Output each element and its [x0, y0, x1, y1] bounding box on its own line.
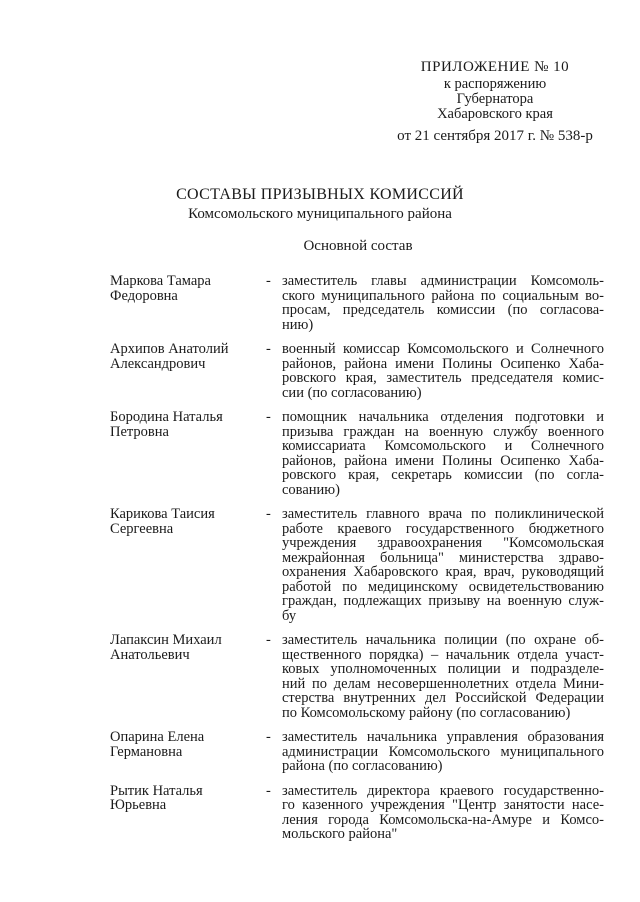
member-name-line-1: Бородина Наталья	[110, 409, 223, 425]
member-role-line: комиссариата Комсомольского и Солнечного	[282, 438, 604, 454]
members-list	[110, 274, 606, 852]
member-dash: -	[266, 341, 271, 357]
member-role-line: призыва граждан на военную службу военного	[282, 423, 604, 440]
member-role-line: заместитель директора краевого государственно-	[282, 782, 604, 799]
member-role-line: военный комиссар Комсомольского и Солнечного	[282, 341, 604, 357]
member-name-line-2: Петровна	[110, 423, 169, 440]
member-role-line: администрации Комсомольского муниципального	[282, 743, 604, 760]
member-role	[282, 507, 604, 623]
member-role-line: граждан, подлежащих призыву на военную служ-	[282, 593, 604, 609]
member-role-line: по Комсомольскому району (по согласованию)	[282, 704, 571, 721]
member-row	[110, 784, 606, 842]
member-row	[110, 274, 606, 332]
member-name-line-1: Архипов Анатолий	[110, 341, 229, 357]
member-name-line-1: Рытик Наталья	[110, 782, 203, 799]
member-role	[282, 274, 604, 332]
appendix-line-2: Губернатора	[456, 91, 534, 107]
member-role-line: ровского края, заместитель председателя комис-	[282, 370, 604, 386]
document-title: СОСТАВЫ ПРИЗЫВНЫХ КОМИССИЙ	[176, 186, 464, 203]
member-name	[110, 410, 266, 439]
member-role-line: мольского района"	[282, 826, 398, 842]
member-role	[282, 784, 604, 842]
member-name-line-2: Анатольевич	[110, 646, 190, 663]
member-role-line: ского муниципального района по социальным во-	[282, 287, 604, 304]
member-role-line: ковых уполномоченных полиции и подразделе-	[282, 661, 604, 677]
member-name	[110, 507, 266, 536]
member-name	[110, 784, 266, 813]
member-dash: -	[266, 632, 271, 648]
appendix-date: от 21 сентября 2017 г. № 538-р	[397, 128, 593, 144]
member-role-line: заместитель начальника управления образования	[282, 729, 604, 745]
member-role-line: ления города Комсомольска-на-Амуре и Комсо-	[282, 811, 604, 828]
member-role-line: сованию)	[282, 481, 340, 498]
member-role-line: учреждения здравоохранения "Комсомольская	[282, 535, 604, 551]
member-role-line: нию)	[282, 316, 314, 333]
member-role-line: работе краевого государственного бюджетного	[282, 520, 604, 537]
member-row	[110, 410, 606, 497]
member-role-line: районов, района имени Полины Осипенко Хаба-	[282, 452, 604, 469]
member-role-line: щественного порядка) – начальник отдела участ-	[282, 646, 604, 663]
member-dash: -	[266, 273, 271, 289]
section-title: Основной состав	[303, 238, 413, 254]
member-name-line-2: Федоровна	[110, 287, 178, 304]
member-row	[110, 730, 606, 774]
member-role-line: бу	[282, 607, 297, 624]
member-role	[282, 410, 604, 497]
member-role-line: ровского края, секретарь комиссии (по согла-	[282, 467, 604, 483]
member-role-line: районов, района имени Полины Осипенко Хаба-	[282, 355, 604, 372]
member-role-line: стерства внутренних дел Российской Федерации	[282, 690, 604, 706]
member-dash: -	[266, 782, 271, 799]
member-role-line: помощник начальника отделения подготовки и	[282, 409, 604, 425]
member-role-line: просам, председатель комиссии (по согласова-	[282, 302, 604, 318]
appendix-block	[360, 60, 630, 144]
member-role	[282, 342, 604, 400]
member-name	[110, 274, 266, 303]
member-row	[110, 507, 606, 623]
member-role-line: ний по делам несовершеннолетних отдела Мини-	[282, 675, 604, 692]
member-name-line-2: Сергеевна	[110, 520, 174, 537]
member-role-line: сии (по согласованию)	[282, 384, 422, 401]
member-name-line-2: Александрович	[110, 355, 206, 372]
member-name-line-1: Лапаксин Михаил	[110, 632, 222, 648]
member-role-line: заместитель начальника полиции (по охране об-	[282, 632, 604, 648]
member-name-line-1: Опарина Елена	[110, 729, 205, 745]
member-row	[110, 633, 606, 720]
member-name	[110, 342, 266, 371]
member-name-line-2: Германовна	[110, 743, 183, 760]
member-dash: -	[266, 409, 271, 425]
member-name-line-1: Маркова Тамара	[110, 273, 211, 289]
member-name	[110, 633, 266, 662]
member-name-line-2: Юрьевна	[110, 797, 167, 813]
member-dash: -	[266, 729, 271, 745]
member-role	[282, 633, 604, 720]
appendix-line-1: к распоряжению	[443, 76, 547, 92]
member-role-line: заместитель главы администрации Комсомоль-	[282, 273, 604, 289]
member-role-line: работой по медицинскому освидетельствованию	[282, 578, 604, 595]
member-role	[282, 730, 604, 774]
member-role-line: межрайонная больница" министерства здраво-	[282, 549, 604, 566]
member-dash: -	[266, 506, 271, 522]
member-role-line: го казенного учреждения "Центр занятости насе-	[282, 797, 604, 813]
member-row	[110, 342, 606, 400]
document-subtitle: Комсомольского муниципального района	[188, 206, 452, 222]
member-name-line-1: Карикова Таисия	[110, 506, 215, 522]
member-name	[110, 730, 266, 759]
member-role-line: охранения Хабаровского края, врач, руководящий	[282, 564, 604, 580]
appendix-line-3: Хабаровского края	[437, 106, 553, 122]
member-role-line: заместитель главного врача по поликлинической	[282, 506, 604, 522]
member-role-line: района (по согласованию)	[282, 758, 443, 774]
appendix-title: ПРИЛОЖЕНИЕ № 10	[420, 59, 570, 75]
